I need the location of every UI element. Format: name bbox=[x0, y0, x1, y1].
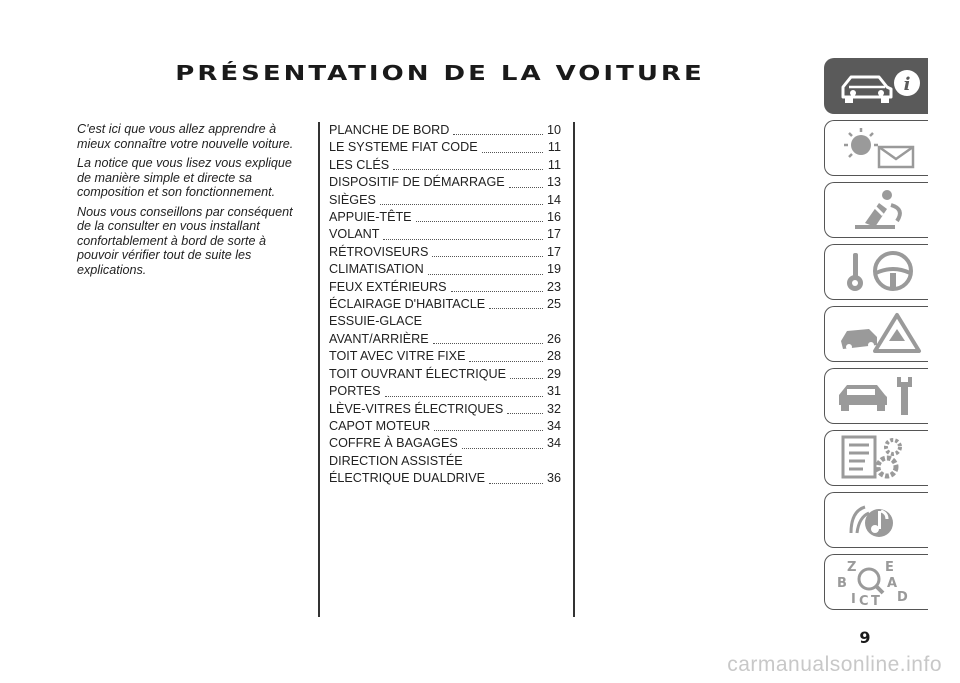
toc-entry-label: ESSUIE-GLACE AVANT/ARRIÈRE bbox=[329, 314, 429, 346]
toc-entry-label: RÉTROVISEURS bbox=[329, 244, 429, 259]
index-letter: B bbox=[837, 576, 847, 591]
toc-entry-label: DISPOSITIF DE DÉMARRAGE bbox=[329, 175, 505, 190]
tab-maintenance[interactable] bbox=[824, 368, 928, 424]
index-letter: C bbox=[859, 594, 869, 605]
toc-entry[interactable] bbox=[329, 401, 561, 418]
toc-leader-dots bbox=[383, 239, 543, 240]
toc-entry[interactable] bbox=[329, 226, 561, 243]
toc-leader-dots bbox=[469, 361, 543, 362]
toc-entry[interactable] bbox=[329, 296, 561, 313]
breakdown-warning-triangle-icon bbox=[835, 311, 925, 357]
tab-starting-driving[interactable] bbox=[824, 244, 928, 300]
toc-leader-dots bbox=[482, 152, 543, 153]
toc-entry-page: 29 bbox=[546, 366, 561, 381]
toc-leader-dots bbox=[428, 274, 543, 275]
toc-entry-label: SIÈGES bbox=[329, 192, 376, 207]
toc-leader-dots bbox=[489, 308, 543, 309]
toc-entry-page: 11 bbox=[547, 140, 561, 155]
toc-entry-label: PORTES bbox=[329, 384, 381, 399]
toc-entry-page: 25 bbox=[546, 297, 561, 312]
toc-entry[interactable] bbox=[329, 174, 561, 191]
toc-entry-page: 36 bbox=[546, 471, 561, 486]
multimedia-music-icon bbox=[835, 497, 925, 543]
toc-entry-label: TOIT OUVRANT ÉLECTRIQUE bbox=[329, 366, 507, 381]
toc-leader-dots bbox=[462, 448, 543, 449]
toc-leader-dots bbox=[507, 413, 543, 414]
tab-index[interactable] bbox=[824, 554, 928, 610]
tab-car-info[interactable] bbox=[824, 58, 928, 114]
warning-lights-message-icon bbox=[835, 125, 925, 171]
toc-entry-page: 28 bbox=[546, 349, 561, 364]
toc-entry-label: LE SYSTEME FIAT CODE bbox=[329, 140, 478, 155]
tab-emergency[interactable] bbox=[824, 306, 928, 362]
toc-entry[interactable] bbox=[329, 139, 561, 156]
toc-entry[interactable] bbox=[329, 366, 561, 383]
toc-entry-page: 32 bbox=[546, 401, 561, 416]
toc-leader-dots bbox=[393, 169, 543, 170]
index-alphabet-search-icon bbox=[835, 559, 925, 605]
column-divider-left bbox=[318, 122, 320, 617]
intro-paragraph: La notice que vous lisez vous explique de manière simple et directe sa composition et son fonctionnement. bbox=[77, 156, 292, 199]
toc-entry[interactable] bbox=[329, 192, 561, 209]
toc-entry-label: VOLANT bbox=[329, 227, 380, 242]
toc-leader-dots bbox=[453, 134, 543, 135]
toc-entry-page: 34 bbox=[546, 418, 561, 433]
toc-leader-dots bbox=[432, 256, 543, 257]
toc-entry-page: 31 bbox=[546, 384, 561, 399]
index-letter: D bbox=[897, 590, 908, 605]
toc-entry[interactable] bbox=[329, 209, 561, 226]
toc-entry-page: 17 bbox=[546, 227, 561, 242]
column-divider-right bbox=[573, 122, 575, 617]
toc-entry[interactable] bbox=[329, 383, 561, 400]
tab-technical-data[interactable] bbox=[824, 430, 928, 486]
toc-entry[interactable] bbox=[329, 244, 561, 261]
toc-leader-dots bbox=[451, 291, 543, 292]
toc-entry-label: FEUX EXTÉRIEURS bbox=[329, 279, 447, 294]
toc-entry-label: COFFRE À BAGAGES bbox=[329, 436, 458, 451]
car-info-icon bbox=[835, 63, 925, 109]
toc-entry-label: PLANCHE DE BORD bbox=[329, 123, 450, 137]
toc-entry-label: CAPOT MOTEUR bbox=[329, 418, 431, 433]
tab-multimedia[interactable] bbox=[824, 492, 928, 548]
toc-entry-page: 10 bbox=[546, 123, 561, 137]
technical-data-gears-icon bbox=[835, 435, 925, 481]
index-letter: Z bbox=[847, 560, 857, 575]
toc-entry[interactable] bbox=[329, 313, 561, 348]
toc-leader-dots bbox=[416, 221, 543, 222]
toc-entry-page: 16 bbox=[546, 210, 561, 225]
index-letter: A bbox=[887, 576, 898, 591]
watermark: carmanualsonline.info bbox=[727, 653, 942, 676]
page-number: 9 bbox=[859, 628, 871, 647]
toc-entry-page: 34 bbox=[546, 436, 561, 451]
toc-entry-page: 14 bbox=[546, 192, 561, 207]
toc-entry-page: 19 bbox=[546, 262, 561, 277]
svg-text:i: i bbox=[903, 74, 911, 95]
toc-entry[interactable] bbox=[329, 348, 561, 365]
toc-leader-dots bbox=[509, 187, 543, 188]
toc-entry-label: CLIMATISATION bbox=[329, 262, 424, 277]
toc-entry[interactable] bbox=[329, 279, 561, 296]
car-maintenance-wrench-icon bbox=[835, 373, 925, 419]
airbag-seat-icon bbox=[835, 187, 925, 233]
index-letter: I bbox=[851, 592, 856, 605]
toc-entry-label: LÈVE-VITRES ÉLECTRIQUES bbox=[329, 401, 504, 416]
intro-paragraph: Nous vous conseillons par conséquent de la consulter en vous installant confortablement à bord de sorte à pouvoir vérifier tout de suite les explications. bbox=[77, 204, 293, 277]
toc-entry[interactable] bbox=[329, 122, 561, 139]
toc-entry[interactable] bbox=[329, 261, 561, 278]
intro-paragraph: C'est ici que vous allez apprendre à mieux connaître votre nouvelle voiture. bbox=[77, 122, 294, 151]
toc-entry[interactable] bbox=[329, 157, 561, 174]
toc-leader-dots bbox=[380, 204, 543, 205]
toc-entry[interactable] bbox=[329, 418, 561, 435]
toc-leader-dots bbox=[434, 430, 543, 431]
toc-entry-label: LES CLÉS bbox=[329, 157, 390, 172]
toc-entry-page: 26 bbox=[546, 331, 561, 346]
toc-entry[interactable] bbox=[329, 453, 561, 488]
toc-entry-label: DIRECTION ASSISTÉE ÉLECTRIQUE DUALDRIVE bbox=[329, 453, 486, 486]
index-letter: E bbox=[885, 560, 894, 575]
toc-entry-page: 23 bbox=[546, 279, 561, 294]
toc-leader-dots bbox=[489, 483, 543, 484]
toc-leader-dots bbox=[510, 378, 543, 379]
table-of-contents bbox=[329, 122, 561, 488]
tab-warning-lights[interactable] bbox=[824, 120, 928, 176]
toc-entry-page: 11 bbox=[547, 157, 561, 172]
toc-entry-page: 13 bbox=[546, 175, 561, 190]
toc-entry-label: APPUIE-TÊTE bbox=[329, 210, 412, 225]
toc-entry-label: TOIT AVEC VITRE FIXE bbox=[329, 349, 466, 364]
key-steering-wheel-icon bbox=[835, 249, 925, 295]
toc-entry-page: 17 bbox=[546, 244, 561, 259]
index-letter: T bbox=[871, 594, 880, 605]
toc-leader-dots bbox=[385, 396, 543, 397]
tab-safety[interactable] bbox=[824, 182, 928, 238]
intro-text bbox=[77, 122, 307, 282]
page-title: PRÉSENTATION DE LA VOITURE bbox=[175, 62, 705, 86]
toc-leader-dots bbox=[433, 343, 543, 344]
toc-entry[interactable] bbox=[329, 435, 561, 452]
toc-entry-label: ÉCLAIRAGE D'HABITACLE bbox=[329, 297, 486, 312]
